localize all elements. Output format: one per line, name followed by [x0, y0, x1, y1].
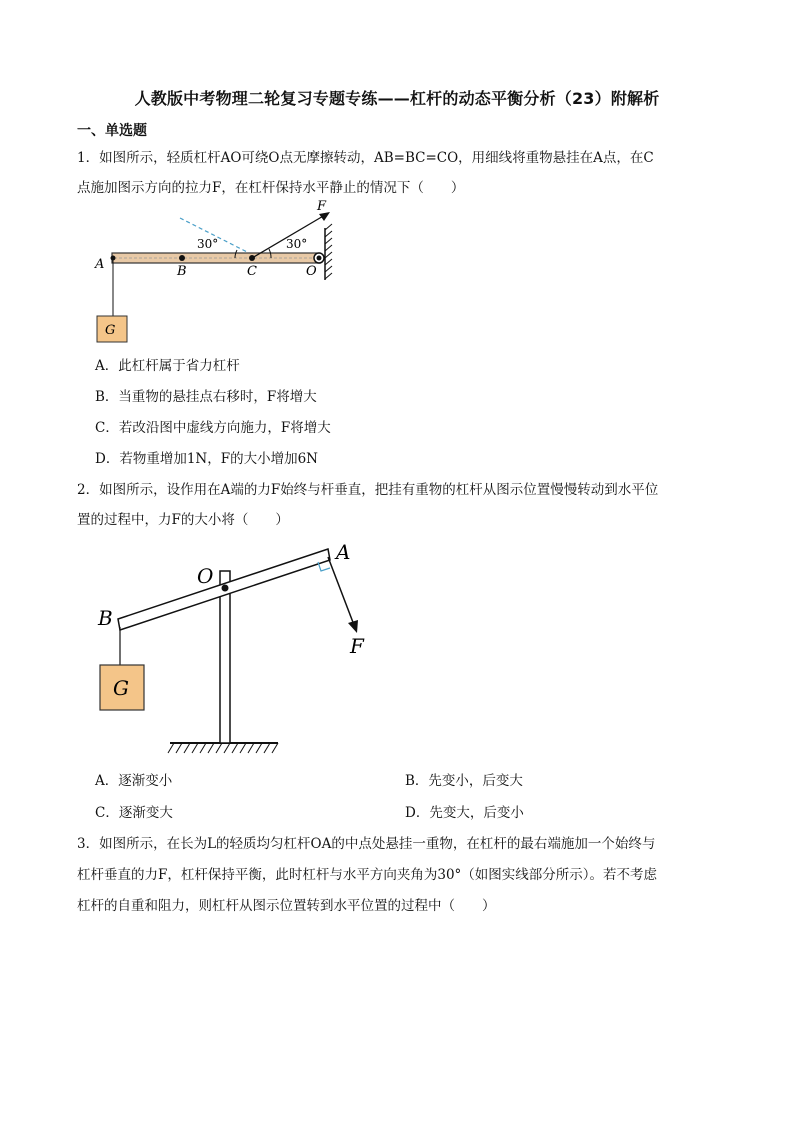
- q2-option-a: A．逐渐变小: [95, 773, 173, 789]
- q2-pivot-O: [222, 585, 229, 592]
- q3-text-line2: 杠杆垂直的力F，杠杆保持平衡，此时杠杆与水平方向夹角为30°（如图实线部分所示）。若不考虑: [77, 867, 658, 883]
- q2-label-G: G: [113, 676, 129, 700]
- q1-label-O: O: [306, 264, 317, 279]
- page-title: 人教版中考物理二轮复习专题专练——杠杆的动态平衡分析（23）附解析: [134, 89, 660, 108]
- q1-label-G: G: [105, 323, 116, 338]
- q2-text-line2: 置的过程中，力F的大小将（ ）: [77, 512, 289, 528]
- q3-text-line3: 杠杆的自重和阻力，则杠杆从图示位置转到水平位置的过程中（ ）: [77, 898, 496, 914]
- q1-label-A: A: [95, 257, 105, 272]
- q2-text-line1: 2．如图所示，设作用在A端的力F始终与杆垂直，把挂有重物的杠杆从图示位置慢慢转动到水平位: [77, 482, 659, 498]
- q2-option-c: C．逐渐变大: [95, 805, 173, 821]
- q1-figure: [85, 198, 345, 348]
- q2-label-A: A: [336, 540, 351, 564]
- section-heading: 一、单选题: [77, 123, 147, 139]
- q1-angle-left: 30°: [197, 237, 219, 251]
- q2-label-B: B: [98, 606, 113, 630]
- q1-label-F: F: [317, 199, 327, 214]
- q1-option-a: A．此杠杆属于省力杠杆: [95, 358, 240, 374]
- q1-angle-right: 30°: [286, 237, 308, 251]
- q1-text-line1: 1．如图所示，轻质杠杆AO可绕O点无摩擦转动，AB=BC=CO，用细线将重物悬挂在A点，在C: [77, 150, 654, 166]
- q1-option-b: B．当重物的悬挂点右移时，F将增大: [95, 389, 317, 405]
- q1-option-d: D．若物重增加1N，F的大小增加6N: [95, 451, 318, 467]
- q1-text-line2: 点施加图示方向的拉力F，在杠杆保持水平静止的情况下（ ）: [77, 180, 465, 196]
- q2-label-O: O: [197, 564, 214, 588]
- q1-option-c: C．若改沿图中虚线方向施力，F将增大: [95, 420, 331, 436]
- q2-label-F: F: [350, 634, 364, 658]
- q3-text-line1: 3．如图所示，在长为L的轻质均匀杠杆OA的中点处悬挂一重物，在杠杆的最右端施加一个始终与: [77, 836, 656, 852]
- q2-figure: [90, 535, 390, 760]
- q2-force-arrow: [328, 557, 354, 625]
- q1-label-B: B: [177, 264, 187, 279]
- q1-label-C: C: [247, 264, 257, 279]
- q2-option-b: B．先变小，后变大: [405, 773, 523, 789]
- q2-option-d: D．先变大，后变小: [405, 805, 524, 821]
